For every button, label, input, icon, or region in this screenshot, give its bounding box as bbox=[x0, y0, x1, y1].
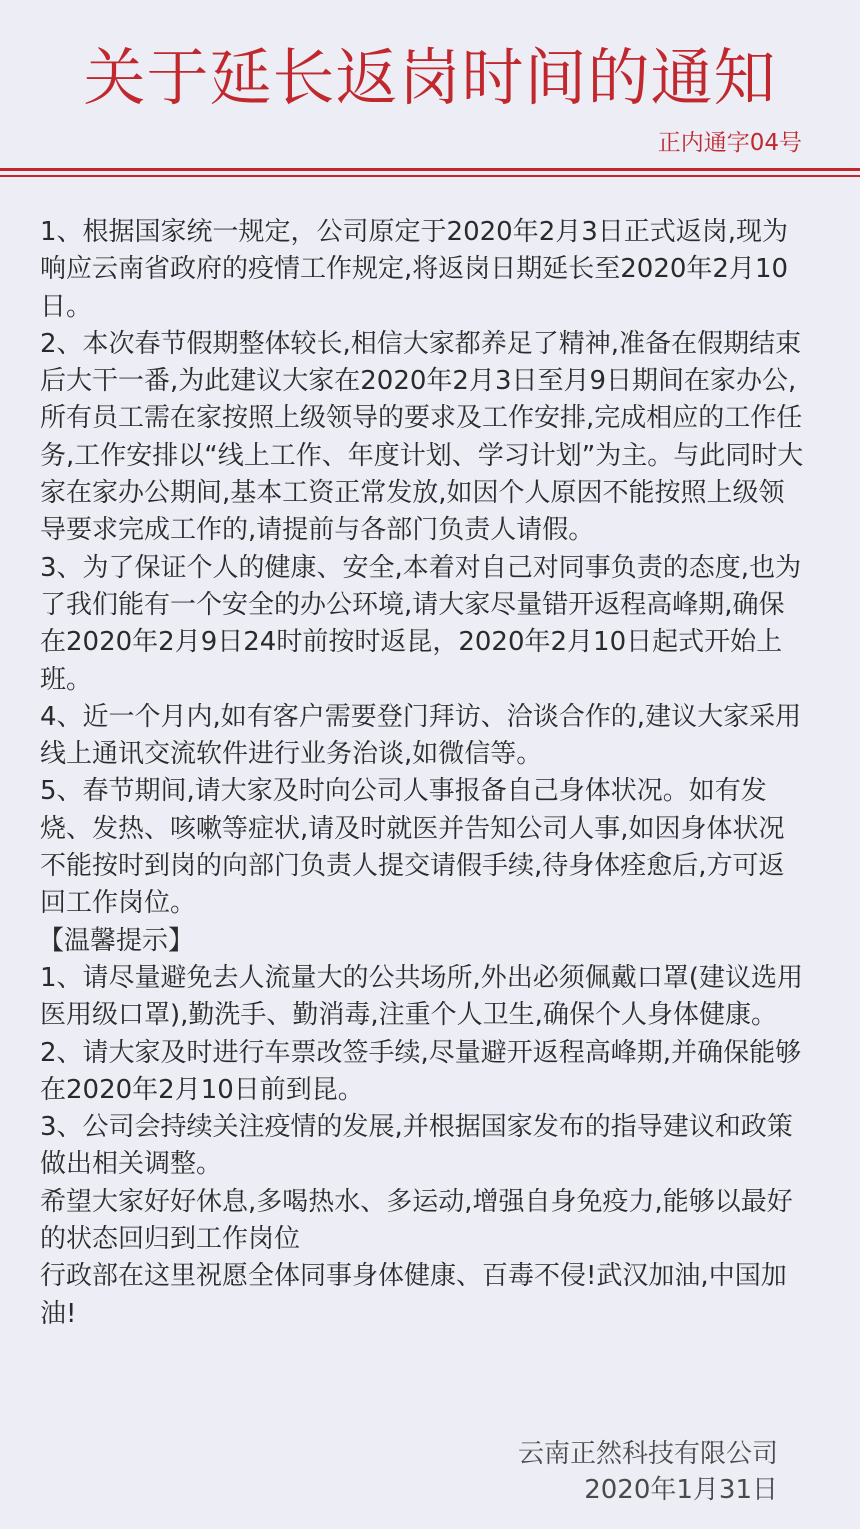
tip-item-1: 1、请尽量避免去人流量大的公共场所,外出必须佩戴口罩(建议选用医用级口罩),勤洗手、勤消毒,注重个人卫生,确保个人身体健康。 bbox=[40, 962, 803, 1031]
notice-body bbox=[40, 214, 808, 1333]
tip-item-2: 2、请大家及时进行车票改签手续,尽量避开返程高峰期,并确保能够在2020年2月10日前到昆。 bbox=[40, 1037, 802, 1105]
paragraph-1: 1、根据国家统一规定，公司原定于2020年2月3日正式返岗,现为响应云南省政府的疫情工作规定,将返岗日期延长至2020年2月10日。 bbox=[40, 217, 789, 322]
closing-wish: 希望大家好好休息,多喝热水、多运动,增强自身免疫力,能够以最好的状态回归到工作岗位 bbox=[40, 1186, 793, 1255]
header-divider-thick bbox=[0, 168, 860, 171]
document-number: 正内通字04号 bbox=[657, 130, 802, 156]
notice-title: 关于延长返岗时间的通知 bbox=[83, 41, 777, 114]
paragraph-5: 5、春节期间,请大家及时向公司人事报备自己身体状况。如有发烧、发热、咳嗽等症状,请及时就医并告知公司人事,如因身体状况不能按时到岗的向部门负责人提交请假手续,待身体痊愈后,方可返回工作岗位。 bbox=[40, 776, 785, 919]
closing-blessing: 行政部在这里祝愿全体同事身体健康、百毒不侵!武汉加油,中国加油! bbox=[40, 1261, 787, 1329]
tips-heading: 【温馨提示】 bbox=[38, 925, 195, 956]
company-name: 云南正然科技有限公司 bbox=[517, 1439, 778, 1469]
paragraph-2: 2、本次春节假期整体较长,相信大家都养足了精神,准备在假期结束后大干一番,为此建议大家在2020年2月3日至月9日期间在家办公,所有员工需在家按照上级领导的要求及工作安排,完成相应的工作任务,工作安排以“线上工作、年度计划、学习计划”为主。与此同时大家在家办公期间,基本工资正常发放,如因个人原因不能按照上级领导要求完成工作的,请提前与各部门负责人请假。 bbox=[40, 328, 804, 546]
paragraph-3: 3、为了保证个人的健康、安全,本着对自己对同事负责的态度,也为了我们能有一个安全的办公环境,请大家尽量错开返程高峰期,确保在2020年2月9日24时前按时返昆，2020年2月10日起式开始上班。 bbox=[40, 552, 802, 695]
header-divider-thin bbox=[0, 175, 860, 177]
tip-item-3: 3、公司会持续关注疫情的发展,并根据国家发布的指导建议和政策做出相关调整。 bbox=[40, 1112, 793, 1180]
notice-date: 2020年1月31日 bbox=[584, 1475, 778, 1505]
signature-block bbox=[518, 1436, 778, 1508]
paragraph-4: 4、近一个月内,如有客户需要登门拜访、洽谈合作的,建议大家采用线上通讯交流软件进行业务治谈,如微信等。 bbox=[40, 701, 802, 770]
